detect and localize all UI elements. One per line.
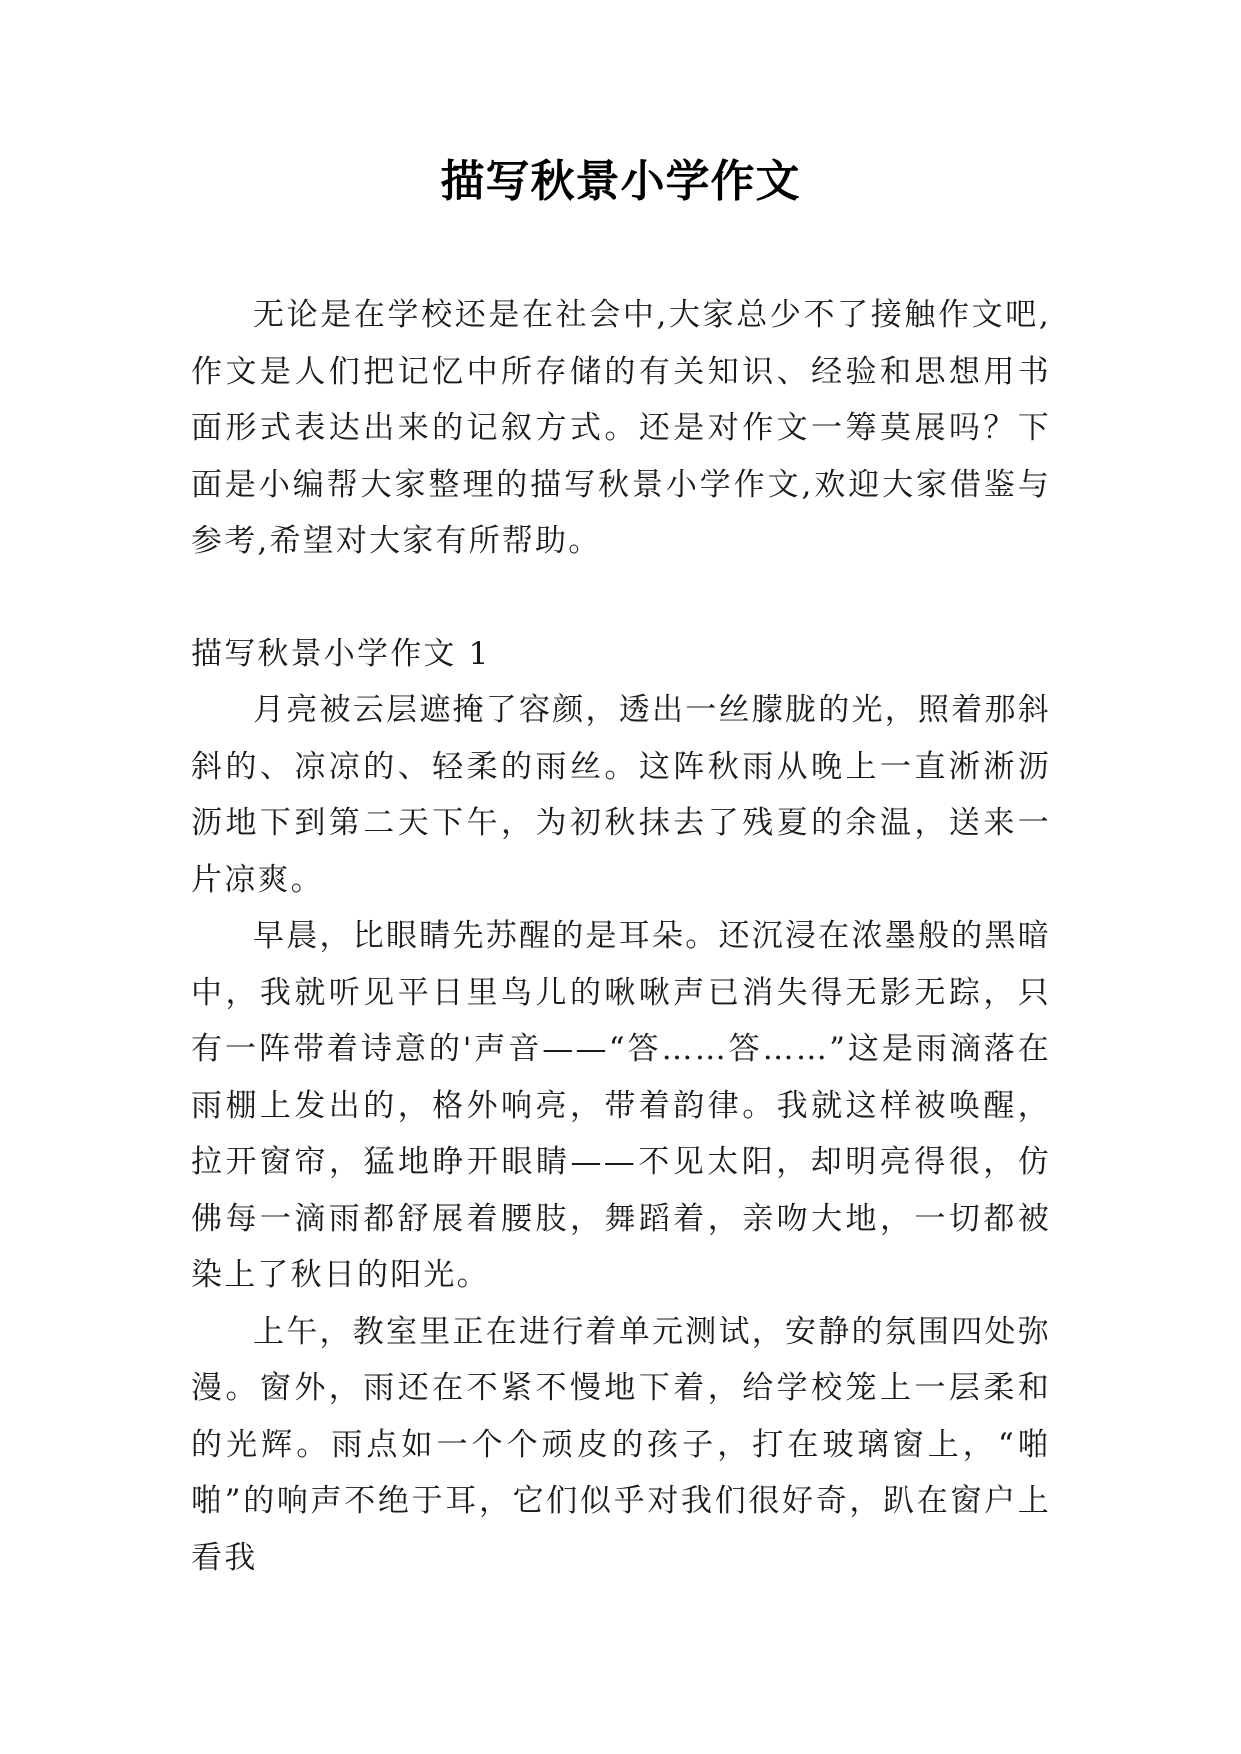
paragraph-spacer — [191, 570, 1051, 626]
document-title: 描写秋景小学作文 — [440, 156, 801, 207]
body-paragraph-3: 上午，教室里正在进行着单元测试，安静的氛围四处弥漫。窗外，雨还在不紧不慢地下着，给学校笼上一层柔和的光辉。雨点如一个个顽皮的孩子，打在玻璃窗上，“啪啪”的响声不绝于耳，它们似乎对我们很好奇，趴在窗户上看我 — [191, 1313, 1051, 1576]
intro-paragraph: 无论是在学校还是在社会中,大家总少不了接触作文吧,作文是人们把记忆中所存储的有关知识、经验和思想用书面形式表达出来的记叙方式。还是对作文一筹莫展吗？下面是小编帮大家整理的描写秋景小学作文,欢迎大家借鉴与参考,希望对大家有所帮助。 — [191, 297, 1051, 559]
body-paragraph-2: 早晨，比眼睛先苏醒的是耳朵。还沉浸在浓墨般的黑暗中，我就听见平日里鸟儿的啾啾声已消失得无影无踪，只有一阵带着诗意的'声音——“答……答……”这是雨滴落在雨棚上发出的，格外响亮，带着韵律。我就这样被唤醒，拉开窗帘，猛地睁开眼睛——不见太阳，却明亮得很，仿佛每一滴雨都舒展着腰肢，舞蹈着，亲吻大地，一切都被染上了秋日的阳光。 — [191, 918, 1051, 1293]
body-paragraph-1: 月亮被云层遮掩了容颜，透出一丝朦胧的光，照着那斜斜的、凉凉的、轻柔的雨丝。这阵秋雨从晚上一直淅淅沥沥地下到第二天下午，为初秋抹去了残夏的余温，送来一片凉爽。 — [191, 692, 1051, 898]
section-heading: 描写秋景小学作文 1 — [191, 635, 491, 672]
document-body — [191, 287, 1051, 1586]
